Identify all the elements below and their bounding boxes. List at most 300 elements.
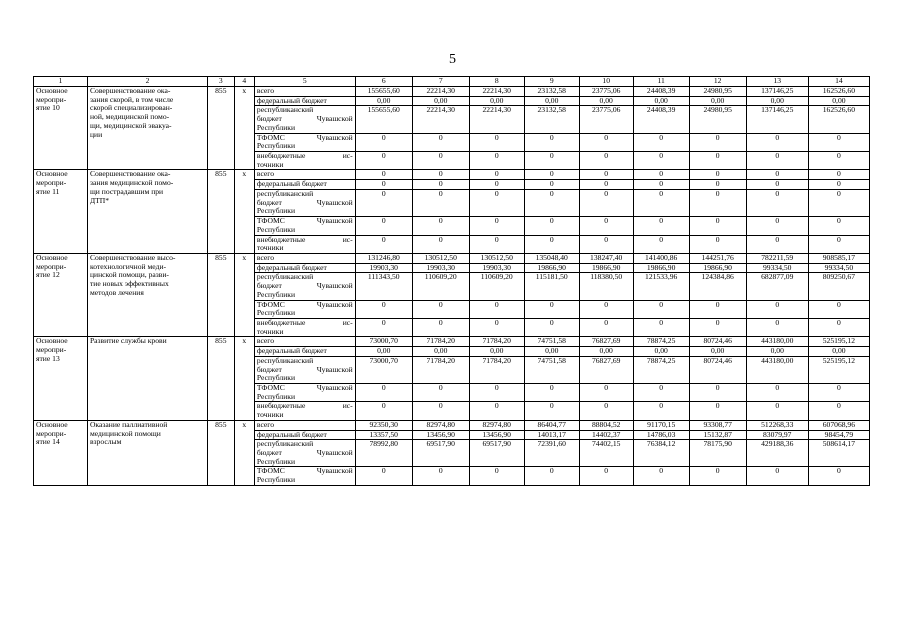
text-line: ции [89, 129, 103, 139]
column-number-row [34, 77, 870, 87]
text-line: федеральный бюджет [256, 346, 327, 356]
amount-cell: 78874,25 [633, 356, 689, 383]
column-number-10: 10 [579, 77, 633, 87]
amount-cell: 0 [355, 318, 412, 336]
amount-cell: 0 [579, 384, 633, 402]
amount-cell: 0 [524, 235, 579, 253]
funding-row [34, 420, 870, 430]
amount-cell: 19866,90 [689, 263, 746, 273]
text-line: Республики [256, 308, 296, 318]
text-line: щи, медицинской эвакуа- [89, 120, 172, 130]
amount-cell: 0 [469, 189, 524, 216]
text-line: ТФОМС Чувашской [256, 299, 353, 309]
amount-cell: 0 [355, 170, 412, 180]
amount-cell: 13357,50 [355, 430, 412, 440]
amount-cell: 24408,39 [633, 87, 689, 97]
text-line: республиканский [256, 355, 314, 365]
amount-cell: 0 [469, 384, 524, 402]
activity-name [34, 87, 88, 170]
funding-row [34, 253, 870, 263]
amount-cell: 19866,90 [524, 263, 579, 273]
text-line: всего [256, 86, 275, 95]
amount-cell: 0 [469, 152, 524, 170]
amount-cell: 86404,77 [524, 420, 579, 430]
text-line: меропри- [36, 178, 67, 188]
text-line: Основное [36, 169, 68, 179]
funding-source [254, 440, 355, 467]
amount-cell: 73000,70 [355, 356, 412, 383]
amount-cell: 71784,20 [412, 356, 469, 383]
text-line: Республики [256, 391, 296, 401]
amount-cell: 24408,39 [633, 106, 689, 133]
amount-cell: 0,00 [689, 347, 746, 357]
amount-cell: 23775,06 [579, 87, 633, 97]
text-line: Основное [36, 86, 68, 95]
funding-source [254, 217, 355, 235]
text-line: республиканский [256, 105, 314, 115]
amount-cell: 0 [579, 300, 633, 318]
text-line: Республики [256, 122, 296, 132]
amount-cell: 0,00 [633, 347, 689, 357]
amount-cell: 0 [689, 152, 746, 170]
column-number-3: 3 [208, 77, 234, 87]
amount-cell: 0 [412, 402, 469, 420]
funding-row [34, 170, 870, 180]
funding-source [254, 106, 355, 133]
amount-cell: 71784,20 [469, 356, 524, 383]
amount-cell: 76384,12 [633, 440, 689, 467]
amount-cell: 0 [689, 217, 746, 235]
text-line: ятие 14 [36, 437, 60, 447]
amount-cell: 23775,06 [579, 106, 633, 133]
column-number-8: 8 [469, 77, 524, 87]
text-line: бюджет Чувашской [256, 364, 353, 374]
amount-cell: 14786,03 [633, 430, 689, 440]
amount-cell: 0 [746, 180, 808, 190]
column-number-5: 5 [254, 77, 355, 87]
funding-source [254, 420, 355, 430]
amount-cell: 908585,17 [808, 253, 869, 263]
amount-cell: 0 [355, 467, 412, 485]
amount-cell: 69517,90 [412, 440, 469, 467]
amount-cell: 0 [689, 133, 746, 151]
amount-cell: 131246,80 [355, 253, 412, 263]
text-line: Совершенствование ока- [89, 86, 171, 95]
text-line: меропри- [36, 345, 67, 355]
amount-cell: 19866,90 [633, 263, 689, 273]
text-line: Развитие службы крови [89, 336, 167, 346]
text-line: ятие 10 [36, 103, 60, 113]
amount-cell: 19903,30 [469, 263, 524, 273]
amount-cell: 83079,97 [746, 430, 808, 440]
amount-cell: 0 [633, 217, 689, 235]
amount-cell: 0 [412, 189, 469, 216]
amount-cell: 0 [524, 217, 579, 235]
amount-cell: 99334,50 [808, 263, 869, 273]
activity-description [87, 253, 207, 336]
amount-cell: 0 [746, 235, 808, 253]
amount-cell: 22214,30 [412, 87, 469, 97]
text-line: внебюджетные ис- [256, 401, 353, 411]
funding-source [254, 133, 355, 151]
activity-name [34, 420, 88, 485]
amount-cell: 0 [355, 133, 412, 151]
amount-cell: 0 [808, 384, 869, 402]
table-body [34, 77, 870, 486]
amount-cell: 141400,86 [633, 253, 689, 263]
amount-cell: 88804,52 [579, 420, 633, 430]
text-line: бюджет Чувашской [256, 114, 353, 124]
text-line: ятие 13 [36, 353, 60, 363]
funding-source [254, 189, 355, 216]
amount-cell: 0 [524, 402, 579, 420]
amount-cell: 0 [808, 402, 869, 420]
amount-cell: 0 [689, 300, 746, 318]
text-line: ной, медицинской помо- [89, 112, 170, 122]
amount-cell: 0,00 [579, 96, 633, 106]
activity-description [87, 170, 207, 253]
amount-cell: 0 [355, 217, 412, 235]
amount-cell: 525195,12 [808, 356, 869, 383]
amount-cell: 155655,60 [355, 87, 412, 97]
amount-cell: 607068,96 [808, 420, 869, 430]
text-line: федеральный бюджет [256, 262, 327, 272]
text-line: медицинской помощи [89, 428, 161, 438]
responsible-code: 855 [208, 170, 234, 253]
amount-cell: 71784,20 [412, 337, 469, 347]
amount-cell: 0 [412, 300, 469, 318]
column-number-13: 13 [746, 77, 808, 87]
amount-cell: 78992,80 [355, 440, 412, 467]
amount-cell: 98454,79 [808, 430, 869, 440]
amount-cell: 0,00 [689, 96, 746, 106]
text-line: Республики [256, 475, 296, 485]
amount-cell: 124384,86 [689, 273, 746, 300]
amount-cell: 0 [524, 133, 579, 151]
text-line: меропри- [36, 261, 67, 271]
text-line: бюджет Чувашской [256, 281, 353, 291]
amount-cell: 23132,58 [524, 87, 579, 97]
amount-cell: 0 [524, 384, 579, 402]
amount-cell: 13456,90 [412, 430, 469, 440]
amount-cell: 0 [746, 384, 808, 402]
amount-cell: 0 [469, 133, 524, 151]
text-line: внебюджетные ис- [256, 234, 353, 244]
amount-cell: 0 [689, 318, 746, 336]
amount-cell: 0 [808, 217, 869, 235]
funding-row [34, 87, 870, 97]
amount-cell: 99334,50 [746, 263, 808, 273]
text-line: Республики [256, 141, 296, 151]
amount-cell: 809250,67 [808, 273, 869, 300]
amount-cell: 0 [689, 170, 746, 180]
amount-cell: 24980,95 [689, 106, 746, 133]
amount-cell: 0 [524, 300, 579, 318]
text-line: ТФОМС Чувашской [256, 383, 353, 392]
text-line: ятие 11 [36, 186, 60, 196]
amount-cell: 0 [808, 152, 869, 170]
text-line: Совершенствование высо- [89, 252, 176, 262]
column-number-4: 4 [234, 77, 254, 87]
amount-cell: 0 [808, 318, 869, 336]
amount-cell: 137146,25 [746, 87, 808, 97]
amount-cell: 19903,30 [355, 263, 412, 273]
column-number-2: 2 [87, 77, 207, 87]
amount-cell: 429188,36 [746, 440, 808, 467]
amount-cell: 0 [633, 133, 689, 151]
amount-cell: 82974,80 [469, 420, 524, 430]
amount-cell: 0,00 [355, 347, 412, 357]
budget-table [33, 76, 870, 486]
amount-cell: 0 [689, 402, 746, 420]
amount-cell: 0 [746, 402, 808, 420]
amount-cell: 0 [412, 180, 469, 190]
amount-cell: 0 [412, 152, 469, 170]
text-line: республиканский [256, 439, 314, 449]
amount-cell: 14402,37 [579, 430, 633, 440]
amount-cell: 110609,20 [412, 273, 469, 300]
amount-cell: 0 [633, 300, 689, 318]
text-line: Республики [256, 206, 296, 216]
amount-cell: 0,00 [746, 347, 808, 357]
amount-cell: 0 [579, 235, 633, 253]
funding-source [254, 318, 355, 336]
text-line: взрослым [89, 437, 122, 447]
text-line: ТФОМС Чувашской [256, 216, 353, 226]
amount-cell: 443180,00 [746, 356, 808, 383]
amount-cell: 0 [689, 235, 746, 253]
funding-source [254, 347, 355, 357]
amount-cell: 0 [412, 170, 469, 180]
amount-cell: 0,00 [808, 96, 869, 106]
activity-name [34, 170, 88, 253]
amount-cell: 0 [746, 170, 808, 180]
responsible-code: 855 [208, 87, 234, 170]
amount-cell: 0 [469, 402, 524, 420]
amount-cell: 0 [633, 384, 689, 402]
text-line: бюджет Чувашской [256, 448, 353, 458]
amount-cell: 0 [746, 318, 808, 336]
text-line: точники [256, 326, 284, 336]
amount-cell: 130512,50 [412, 253, 469, 263]
activity-name [34, 337, 88, 420]
classification-code: х [234, 337, 254, 420]
amount-cell: 13456,90 [469, 430, 524, 440]
amount-cell: 443180,00 [746, 337, 808, 347]
amount-cell: 0 [689, 189, 746, 216]
amount-cell: 78874,25 [633, 337, 689, 347]
amount-cell: 138247,40 [579, 253, 633, 263]
column-number-12: 12 [689, 77, 746, 87]
amount-cell: 0,00 [355, 96, 412, 106]
amount-cell: 0 [524, 180, 579, 190]
funding-row [34, 337, 870, 347]
amount-cell: 0,00 [469, 96, 524, 106]
amount-cell: 0 [579, 318, 633, 336]
amount-cell: 24980,95 [689, 87, 746, 97]
amount-cell: 0 [746, 133, 808, 151]
column-number-9: 9 [524, 77, 579, 87]
amount-cell: 111343,50 [355, 273, 412, 300]
text-line: всего [256, 169, 275, 179]
amount-cell: 15132,87 [689, 430, 746, 440]
text-line: Республики [256, 289, 296, 299]
amount-cell: 0 [633, 170, 689, 180]
text-line: бюджет Чувашской [256, 197, 353, 207]
amount-cell: 80724,46 [689, 337, 746, 347]
text-line: Республики [256, 456, 296, 466]
text-line: зания скорой, в том числе [89, 94, 174, 104]
amount-cell: 91170,15 [633, 420, 689, 430]
amount-cell: 0 [579, 180, 633, 190]
amount-cell: 0 [355, 189, 412, 216]
amount-cell: 92350,30 [355, 420, 412, 430]
column-number-11: 11 [633, 77, 689, 87]
amount-cell: 782211,59 [746, 253, 808, 263]
amount-cell: 0 [355, 300, 412, 318]
amount-cell: 74402,15 [579, 440, 633, 467]
amount-cell: 0 [412, 318, 469, 336]
amount-cell: 74751,58 [524, 337, 579, 347]
amount-cell: 0 [412, 384, 469, 402]
amount-cell: 0 [579, 133, 633, 151]
amount-cell: 78175,90 [689, 440, 746, 467]
amount-cell: 80724,46 [689, 356, 746, 383]
amount-cell: 0 [808, 300, 869, 318]
funding-source [254, 273, 355, 300]
amount-cell: 0 [469, 318, 524, 336]
funding-source [254, 467, 355, 485]
amount-cell: 0 [469, 300, 524, 318]
classification-code: х [234, 87, 254, 170]
classification-code: х [234, 420, 254, 485]
amount-cell: 0 [524, 170, 579, 180]
amount-cell: 82974,80 [412, 420, 469, 430]
amount-cell: 0 [355, 402, 412, 420]
text-line: зания медицинской помо- [89, 178, 174, 188]
amount-cell: 682877,09 [746, 273, 808, 300]
text-line: скорой специализирован- [89, 103, 173, 113]
amount-cell: 115181,50 [524, 273, 579, 300]
funding-source [254, 402, 355, 420]
responsible-code: 855 [208, 337, 234, 420]
text-line: котехнологичной меди- [89, 261, 167, 271]
text-line: меропри- [36, 428, 67, 438]
funding-source [254, 253, 355, 263]
amount-cell: 71784,20 [469, 337, 524, 347]
funding-source [254, 152, 355, 170]
amount-cell: 0 [808, 235, 869, 253]
text-line: республиканский [256, 272, 314, 282]
amount-cell: 0 [355, 180, 412, 190]
amount-cell: 0 [746, 300, 808, 318]
amount-cell: 162526,60 [808, 87, 869, 97]
text-line: внебюджетные ис- [256, 317, 353, 327]
amount-cell: 0 [524, 152, 579, 170]
amount-cell: 0 [524, 189, 579, 216]
classification-code: х [234, 170, 254, 253]
amount-cell: 118380,50 [579, 273, 633, 300]
amount-cell: 0 [579, 189, 633, 216]
amount-cell: 22214,30 [412, 106, 469, 133]
amount-cell: 512268,33 [746, 420, 808, 430]
text-line: Республики [256, 373, 296, 383]
amount-cell: 0,00 [746, 96, 808, 106]
amount-cell: 0,00 [524, 96, 579, 106]
text-line: меропри- [36, 94, 67, 104]
amount-cell: 0 [808, 133, 869, 151]
amount-cell: 0 [355, 235, 412, 253]
page-number: 5 [449, 52, 456, 67]
amount-cell: 0 [524, 318, 579, 336]
column-number-1: 1 [34, 77, 88, 87]
amount-cell: 0 [633, 235, 689, 253]
amount-cell: 155655,60 [355, 106, 412, 133]
amount-cell: 0 [579, 467, 633, 485]
amount-cell: 0 [746, 217, 808, 235]
amount-cell: 0 [469, 217, 524, 235]
amount-cell: 0 [355, 384, 412, 402]
amount-cell: 0 [808, 170, 869, 180]
text-line: ТФОМС Чувашской [256, 466, 353, 476]
amount-cell: 0 [633, 402, 689, 420]
text-line: всего [256, 336, 275, 346]
text-line: федеральный бюджет [256, 95, 327, 105]
responsible-code: 855 [208, 253, 234, 336]
amount-cell: 130512,50 [469, 253, 524, 263]
amount-cell: 0,00 [412, 96, 469, 106]
amount-cell: 0,00 [524, 347, 579, 357]
amount-cell: 0 [746, 189, 808, 216]
amount-cell: 0 [633, 189, 689, 216]
text-line: внебюджетные ис- [256, 151, 353, 161]
text-line: точники [256, 243, 284, 253]
amount-cell: 0 [412, 133, 469, 151]
column-number-6: 6 [355, 77, 412, 87]
amount-cell: 162526,60 [808, 106, 869, 133]
text-line: Республики [256, 224, 296, 234]
amount-cell: 0 [469, 235, 524, 253]
amount-cell: 76827,69 [579, 337, 633, 347]
text-line: щи пострадавшим при [89, 186, 164, 196]
text-line: точники [256, 159, 284, 169]
amount-cell: 0 [579, 170, 633, 180]
text-line: федеральный бюджет [256, 179, 327, 189]
text-line: точники [256, 410, 284, 420]
amount-cell: 137146,25 [746, 106, 808, 133]
amount-cell: 0 [746, 152, 808, 170]
text-line: ДТП* [89, 195, 110, 205]
amount-cell: 0 [469, 180, 524, 190]
funding-source [254, 235, 355, 253]
amount-cell: 0 [689, 467, 746, 485]
funding-source [254, 180, 355, 190]
text-line: Совершенствование ока- [89, 169, 171, 179]
text-line: методов лечения [89, 287, 144, 297]
amount-cell: 144251,76 [689, 253, 746, 263]
text-line: Основное [36, 419, 68, 429]
text-line: всего [256, 419, 275, 429]
funding-source [254, 300, 355, 318]
responsible-code: 855 [208, 420, 234, 485]
activity-name [34, 253, 88, 336]
amount-cell: 76827,69 [579, 356, 633, 383]
amount-cell: 0 [808, 467, 869, 485]
amount-cell: 0 [355, 152, 412, 170]
funding-source [254, 87, 355, 97]
amount-cell: 121533,96 [633, 273, 689, 300]
amount-cell: 0 [746, 467, 808, 485]
